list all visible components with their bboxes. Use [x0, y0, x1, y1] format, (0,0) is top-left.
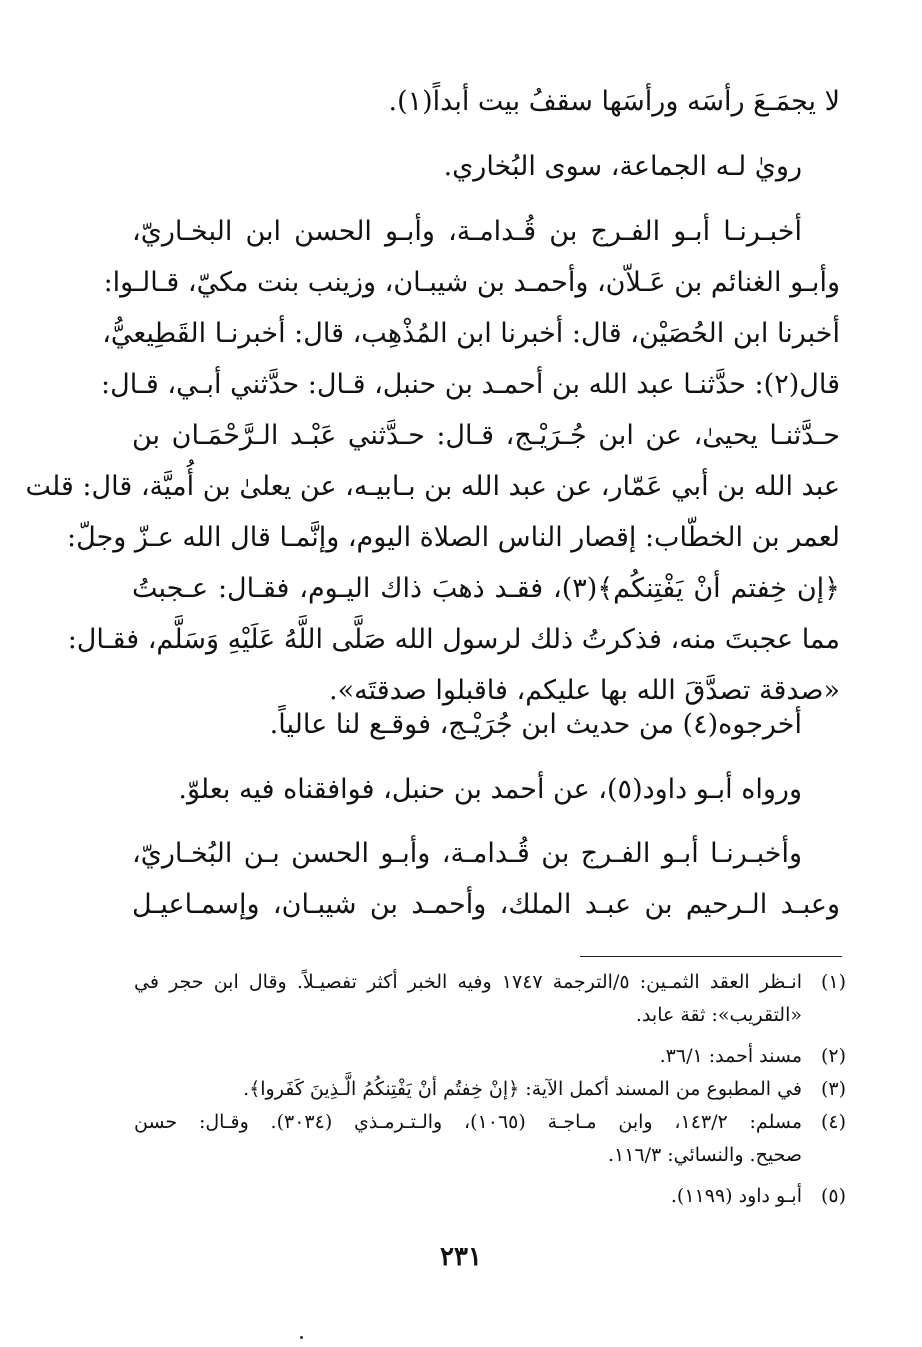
text-line: لعمر بن الخطّاب: إقصار الناس الصلاة اليوم، وإنَّمـا قال الله عـزّ وجلّ: — [67, 522, 840, 553]
text-line: ورواه أبـو داود(٥)، عن أحمد بن حنبل، فوافقناه فيه بعلوّ. — [178, 774, 802, 805]
footnote-text-line: في المطبوع من المسند أكمل الآية: ﴿إنْ خِفتُم أنْ يَفْتِنكُمُ الَّـذِينَ كَفَروا﴾. — [243, 1078, 802, 1100]
footnote-text-line: صحيح. والنسائي: ١١٦/٣. — [607, 1144, 802, 1166]
text-line: حـدَّثنـا يحيىٰ، عن ابن جُـرَيْـج، قـال: حـدَّثني عَبْـد الـرَّحْمَـان بن — [132, 420, 840, 451]
text-line: عبد الله بن أبي عَمّار، عن عبد الله بن بـابيـه، عن يعلىٰ بن أُميَّة، قال: قلت — [25, 471, 840, 502]
paragraph-5 — [132, 764, 840, 815]
footnote-text-line: مسند أحمد: ٣٦/١. — [659, 1045, 802, 1067]
text-line: أخرجوه(٤) من حديث ابن جُرَيْـج، فوقـع لنا عالياً. — [269, 709, 802, 740]
footnote-text-line: «التقريب»: ثقة عابد. — [635, 1004, 802, 1026]
footnote-1 — [134, 966, 846, 1032]
footnote-number: (٤) — [820, 1111, 846, 1133]
text-line: أخبـرنـا أبـو الفـرج بن قُـدامـة، وأبـو الحسن ابن البخـاريّ، — [132, 216, 802, 247]
footnote-number: (٣) — [820, 1078, 846, 1100]
paragraph-3 — [25, 206, 840, 716]
text-line: مما عجبتَ منه، فذكرتُ ذلك لرسول الله صَلَّى اللَّهُ عَلَيْهِ وَسَلَّم، فقـال: — [67, 624, 840, 655]
footnote-number: (١) — [820, 971, 846, 993]
footnote-separator — [580, 956, 842, 957]
text-line: أخبرنا ابن الحُصَيْن، قال: أخبرنا ابن المُذْهِب، قال: أخبرنـا القَطِيعيُّ، — [102, 318, 840, 349]
footnote-4 — [134, 1106, 846, 1172]
text-line: وأخبـرنـا أبـو الفـرج بن قُـدامـة، وأبـو الحسن بـن البُخـاريّ، — [132, 838, 802, 869]
scan-speck — [300, 1336, 303, 1339]
text-line: قال(٢): حدَّثنـا عبد الله بن أحمـد بن حنبل، قـال: حدَّثني أبـي، قـال: — [101, 369, 840, 400]
footnote-number: (٢) — [820, 1045, 846, 1067]
footnote-number: (٥) — [820, 1185, 846, 1207]
footnote-5 — [134, 1180, 846, 1213]
text-line: لا يجمَـعَ رأسَه ورأسَها سقفُ بيت أبداً(١). — [388, 86, 840, 117]
text-line: «صدقة تصدَّقَ الله بها عليكم، فاقبلوا صدقتَه». — [329, 675, 840, 706]
paragraph-2 — [132, 141, 840, 192]
text-line: رويٰ لـه الجماعة، سوى البُخاري. — [443, 151, 802, 182]
paragraph-4 — [132, 699, 840, 750]
footnote-3 — [134, 1073, 846, 1106]
page-number: ٢٣١ — [440, 1242, 482, 1272]
text-line: وعبـد الـرحيم بن عبـد الملك، وأحمـد بن شيبـان، وإسمـاعيـل — [132, 889, 840, 920]
footnote-2 — [134, 1040, 846, 1073]
footnote-text-line: أبـو داود (١١٩٩). — [670, 1185, 802, 1207]
paragraph-1 — [132, 76, 840, 127]
footnote-text-line: مسلم: ١٤٣/٢، وابن مـاجـة (١٠٦٥)، والـتـرمـذي (٣٠٣٤). وقـال: حسن — [134, 1111, 802, 1133]
text-line: وأبـو الغنائم بن عَـلاّن، وأحمـد بن شيبـان، وزينب بنت مكيّ، قـالـوا: — [103, 267, 840, 298]
text-line: ﴿إن خِفتم أنْ يَفْتِنكُم﴾(٣)، فقـد ذهبَ ذاك اليـوم، فقـال: عـجبتُ — [132, 573, 840, 604]
paragraph-6 — [132, 828, 840, 930]
footnote-text-line: انـظر العقد الثمـين: ٥/الترجمة ١٧٤٧ وفيه الخبر أكثر تفصيـلاً. وقال ابن حجر في — [134, 971, 802, 993]
